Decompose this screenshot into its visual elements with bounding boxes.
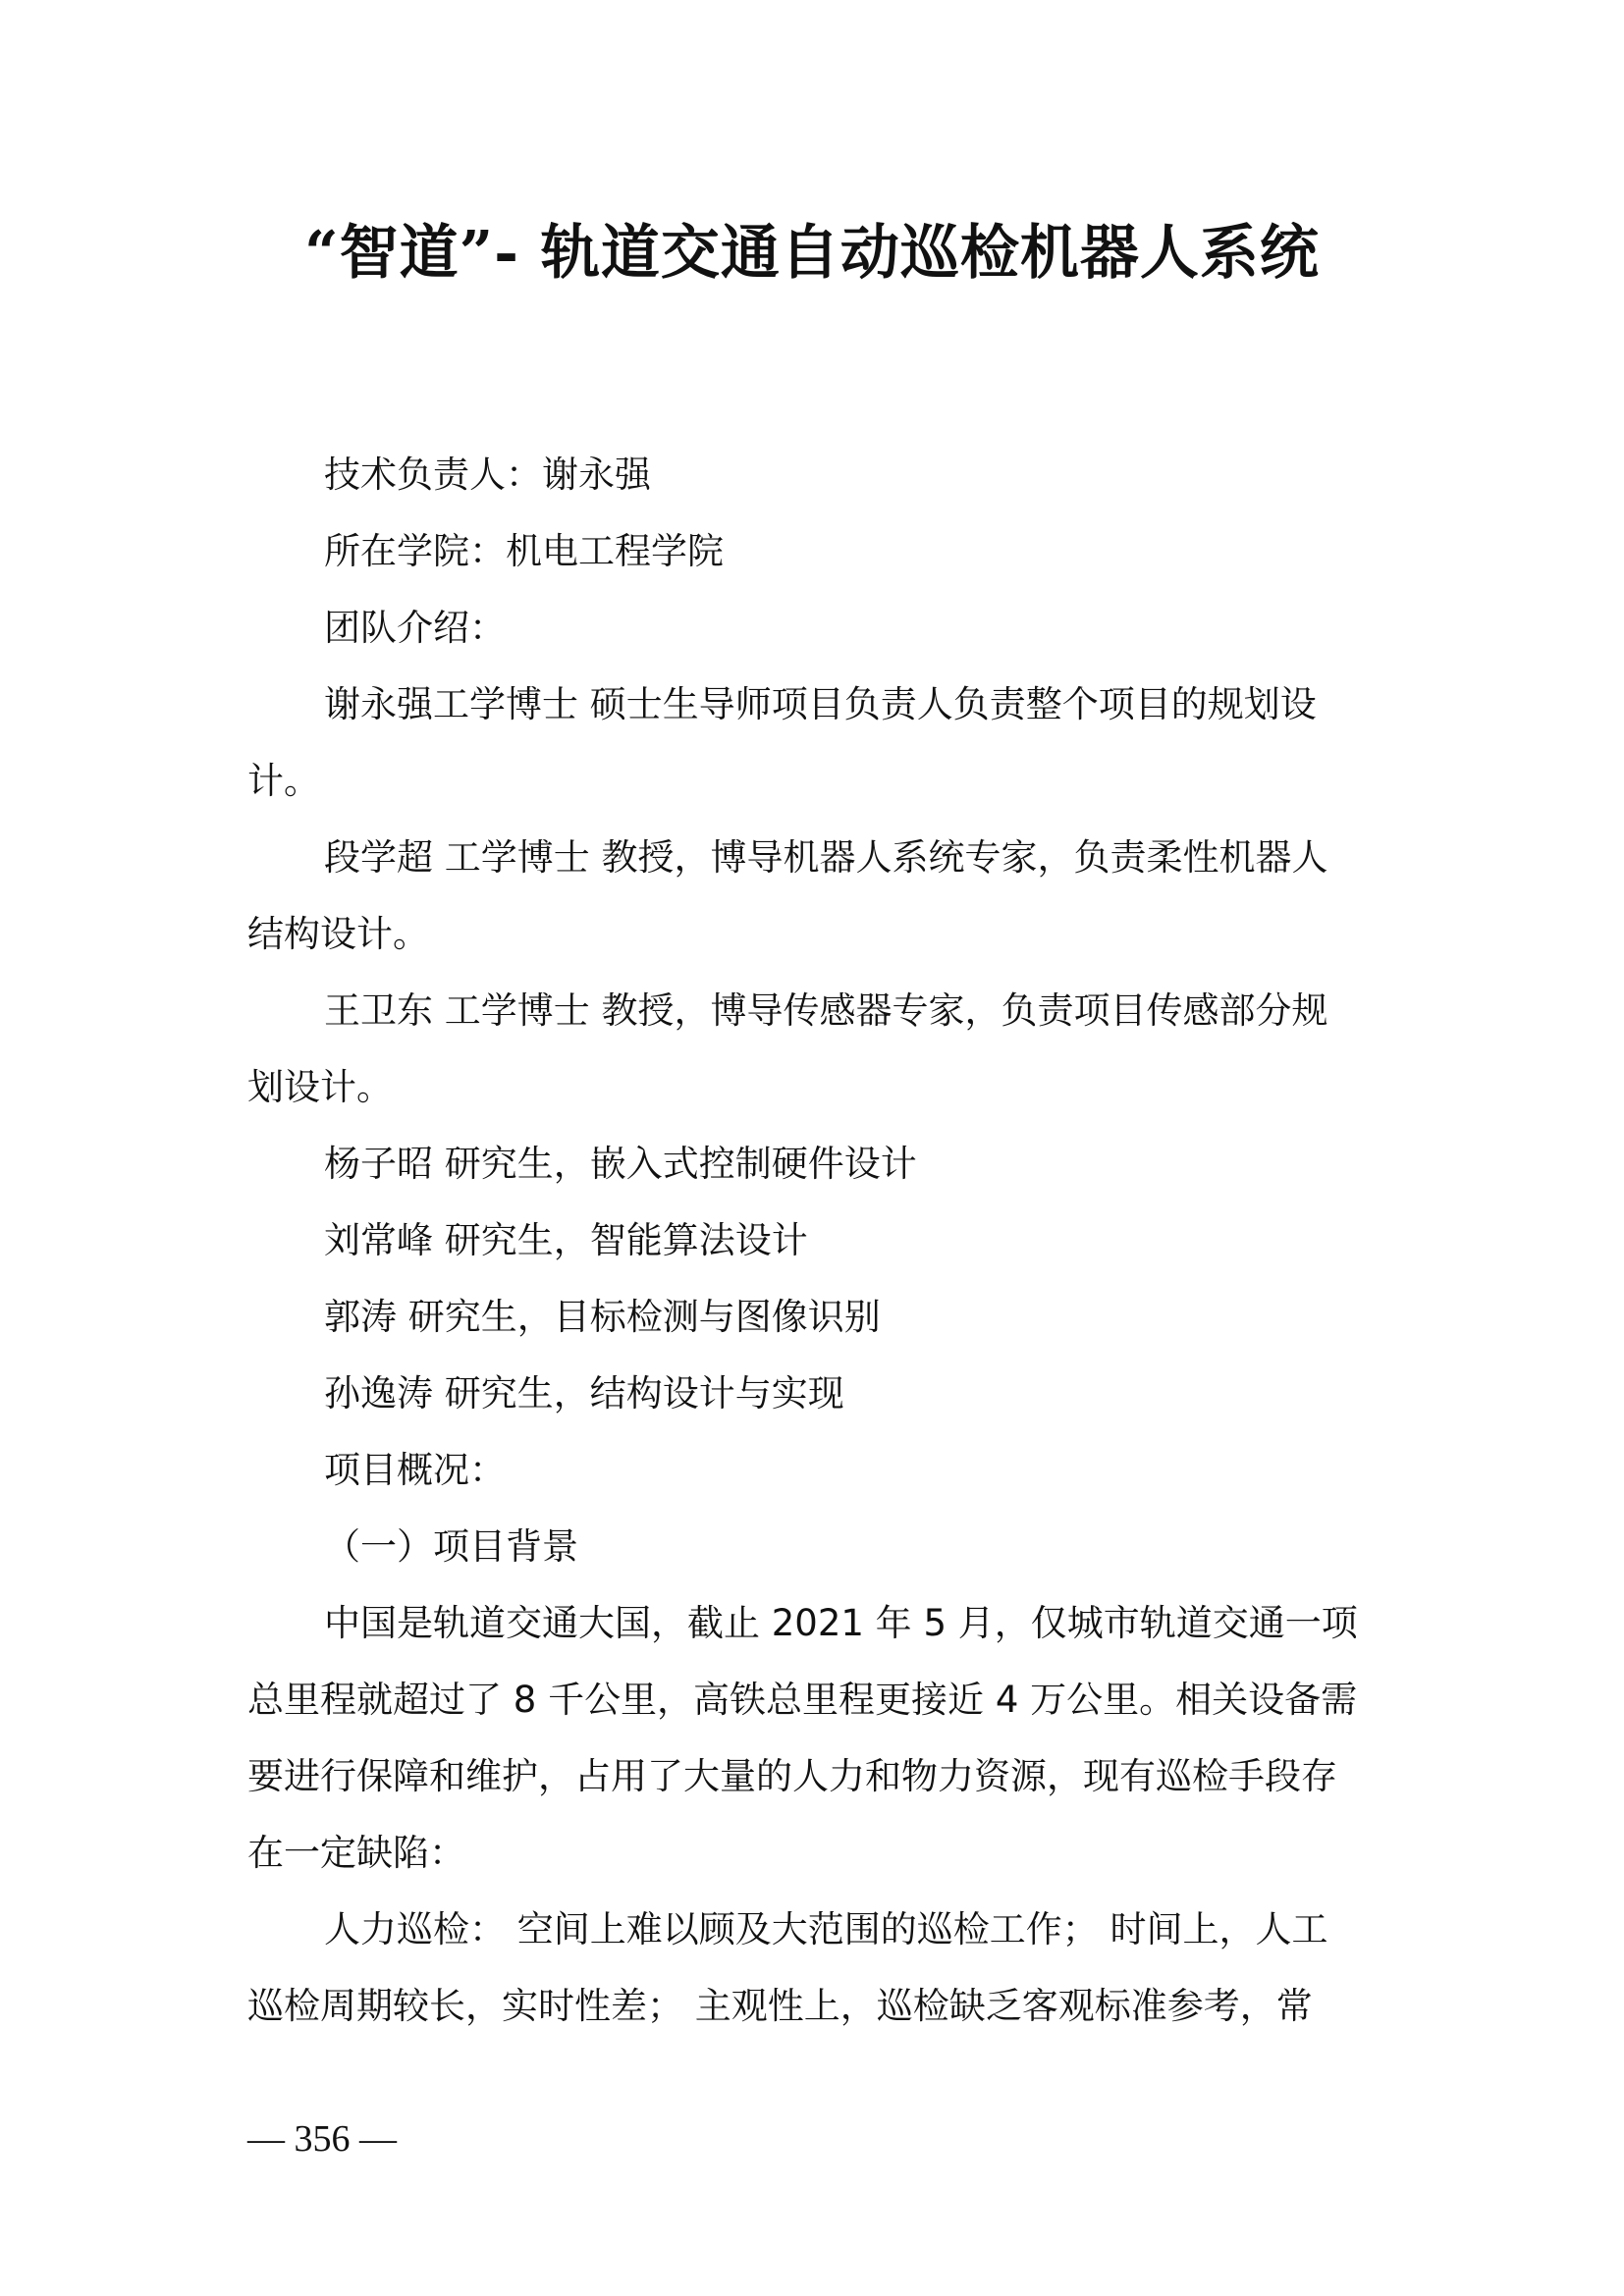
text-line: 杨子昭 研究生，嵌入式控制硬件设计 — [324, 1143, 917, 1185]
text-line: 孙逸涛 研究生，结构设计与实现 — [324, 1372, 844, 1415]
page-title: “智道”- 轨道交通自动巡检机器人系统 — [304, 219, 1320, 288]
text-line: 总里程就超过了 8 千公里，高铁总里程更接近 4 万公里。相关设备需 — [247, 1679, 1358, 1721]
text-line: 王卫东 工学博士 教授，博导传感器专家，负责项目传感部分规 — [324, 989, 1328, 1032]
text-line: 项目概况： — [324, 1449, 506, 1491]
text-line: 要进行保障和维护，占用了大量的人力和物力资源，现有巡检手段存 — [247, 1755, 1337, 1797]
text-line: 谢永强工学博士 硕士生导师项目负责人负责整个项目的规划设 — [324, 683, 1317, 725]
text-line: 中国是轨道交通大国，截止 2021 年 5 月，仅城市轨道交通一项 — [324, 1602, 1358, 1644]
text-line: 人力巡检： 空间上难以顾及大范围的巡检工作； 时间上，人工 — [324, 1908, 1328, 1950]
text-line: 在一定缺陷： — [247, 1832, 465, 1874]
text-line: 团队介绍： — [324, 607, 506, 649]
text-line: 巡检周期较长，实时性差； 主观性上，巡检缺乏客观标准参考，常 — [247, 1985, 1313, 2027]
text-line: 段学超 工学博士 教授，博导机器人系统专家，负责柔性机器人 — [324, 836, 1328, 879]
text-line: 计。 — [247, 760, 320, 802]
text-line: 刘常峰 研究生，智能算法设计 — [324, 1219, 808, 1261]
text-line: 郭涛 研究生，目标检测与图像识别 — [324, 1296, 881, 1338]
page-number: — 356 — — [247, 2118, 397, 2160]
document-body — [247, 437, 1377, 2045]
text-line: （一）项目背景 — [324, 1525, 578, 1568]
text-line: 技术负责人：谢永强 — [324, 454, 651, 496]
text-line: 所在学院：机电工程学院 — [324, 530, 724, 572]
text-line: 结构设计。 — [247, 913, 429, 955]
text-line: 划设计。 — [247, 1066, 393, 1108]
